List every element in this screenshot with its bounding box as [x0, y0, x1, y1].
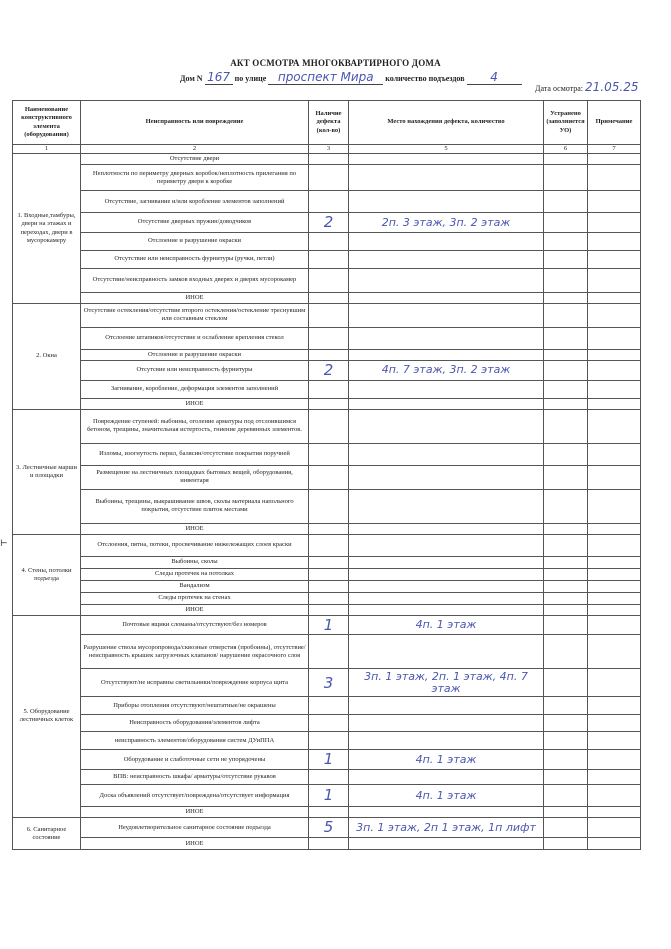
fixed-cell	[544, 635, 588, 669]
place-cell: 3п. 1 этаж, 2п. 1 этаж, 4п. 7 этаж	[349, 669, 544, 697]
defect-cell: неисправность элементов/оборудования систем ДУиППА	[81, 732, 309, 750]
place-cell	[349, 409, 544, 443]
fixed-cell	[544, 568, 588, 580]
note-cell	[588, 838, 641, 850]
table-header-row	[13, 101, 641, 145]
defect-cell: Размещение на лестничных площадках бытовых вещей, оборудования, инвентаря	[81, 465, 309, 489]
count-cell	[309, 807, 349, 818]
element-name-cell: 5. Оборудование лестничных клеток	[13, 615, 81, 818]
place-cell	[349, 534, 544, 556]
fixed-cell	[544, 250, 588, 268]
defect-cell: Отсутствие, загнивание и/или коробление элементов заполнений	[81, 191, 309, 213]
table-row	[13, 785, 641, 807]
document-title: АКТ ОСМОТРА МНОГОКВАРТИРНОГО ДОМА	[230, 58, 441, 68]
table-row	[13, 360, 641, 380]
table-row	[13, 807, 641, 818]
note-cell	[588, 303, 641, 327]
col-number: 7	[588, 145, 641, 154]
table-row	[13, 818, 641, 838]
count-cell	[309, 303, 349, 327]
defect-cell: ИНОЕ	[81, 807, 309, 818]
place-cell	[349, 165, 544, 191]
fixed-cell	[544, 556, 588, 568]
defect-cell: ИНОЕ	[81, 604, 309, 615]
place-cell: 2п. 3 этаж, 3п. 2 этаж	[349, 213, 544, 233]
street-label: по улице	[234, 74, 267, 83]
col-element: Наименование конструктивного элемента (оборудования)	[13, 101, 81, 145]
table-row	[13, 568, 641, 580]
fixed-cell	[544, 360, 588, 380]
table-row	[13, 250, 641, 268]
note-cell	[588, 154, 641, 165]
fixed-cell	[544, 349, 588, 360]
defect-cell: ВПВ: неисправность шкафа/ арматуры/отсутствие рукавов	[81, 770, 309, 785]
count-cell: 3	[309, 669, 349, 697]
fixed-cell	[544, 580, 588, 592]
count-cell	[309, 838, 349, 850]
defect-cell: Изломы, изогнутость перил, балясин/отсутствие покрытия поручней	[81, 443, 309, 465]
count-cell: 1	[309, 615, 349, 635]
fixed-cell	[544, 327, 588, 349]
count-cell	[309, 191, 349, 213]
table-row	[13, 750, 641, 770]
note-cell	[588, 191, 641, 213]
table-row	[13, 465, 641, 489]
count-cell	[309, 580, 349, 592]
note-cell	[588, 580, 641, 592]
count-cell: 1	[309, 750, 349, 770]
count-cell	[309, 465, 349, 489]
element-name-cell: 2. Окна	[13, 303, 81, 409]
element-name-cell: 6. Санитарное состояние	[13, 818, 81, 850]
place-cell	[349, 349, 544, 360]
table-row	[13, 635, 641, 669]
table-row	[13, 443, 641, 465]
note-cell	[588, 250, 641, 268]
place-cell	[349, 191, 544, 213]
fixed-cell	[544, 534, 588, 556]
element-name-cell: 1. Входные,тамбуры, двери на этажах и переходах, двери в мусорокамеру	[13, 154, 81, 304]
margin-mark: ⊢	[0, 538, 8, 548]
note-cell	[588, 556, 641, 568]
count-cell	[309, 534, 349, 556]
count-cell	[309, 398, 349, 409]
place-cell	[349, 838, 544, 850]
defect-cell: Отслоение и разрушение окраски	[81, 232, 309, 250]
place-cell	[349, 732, 544, 750]
place-cell: 3п. 1 этаж, 2п 1 этаж, 1п лифт	[349, 818, 544, 838]
inspection-date	[535, 80, 638, 94]
note-cell	[588, 380, 641, 398]
defect-cell: Выбоины, трещины, выкрашивание швов, сколы материала напольного покрытия, отсутствие плиток местами	[81, 489, 309, 523]
defect-cell: Отслоение штапиков/отсутствие и ослабление крепления стекол	[81, 327, 309, 349]
note-cell	[588, 669, 641, 697]
fixed-cell	[544, 807, 588, 818]
note-cell	[588, 604, 641, 615]
col-note: Примечание	[588, 101, 641, 145]
col-count: Наличие дефекта (кол-во)	[309, 101, 349, 145]
defect-cell: Приборы отопления отсутствуют/нештатные/не окрашены	[81, 697, 309, 715]
table-row	[13, 268, 641, 292]
defect-cell: Разрушение ствола мусоропровода/сквозные отверстия (пробоины), отсутствие/неисправность крышек загрузочных клапанов/ нарушение окрасочного слоя	[81, 635, 309, 669]
note-cell	[588, 750, 641, 770]
defect-cell: ИНОЕ	[81, 292, 309, 303]
house-number: 167	[205, 70, 233, 85]
fixed-cell	[544, 154, 588, 165]
count-cell	[309, 715, 349, 732]
defect-cell: Отсутствие/неисправность замков входных дверях и дверях мусорокамер	[81, 268, 309, 292]
table-row	[13, 489, 641, 523]
defect-cell: Отсутствие дверных пружин/доводчиков	[81, 213, 309, 233]
note-cell	[588, 232, 641, 250]
table-body	[13, 154, 641, 850]
fixed-cell	[544, 732, 588, 750]
count-cell	[309, 409, 349, 443]
note-cell	[588, 523, 641, 534]
defect-cell: Выбоины, сколы	[81, 556, 309, 568]
note-cell	[588, 327, 641, 349]
note-cell	[588, 534, 641, 556]
table-row	[13, 697, 641, 715]
table-row	[13, 770, 641, 785]
fixed-cell	[544, 443, 588, 465]
note-cell	[588, 568, 641, 580]
place-cell	[349, 465, 544, 489]
count-cell	[309, 443, 349, 465]
col-number: 3	[309, 145, 349, 154]
count-cell	[309, 604, 349, 615]
place-cell	[349, 232, 544, 250]
count-cell	[309, 250, 349, 268]
inspection-table	[12, 100, 641, 850]
note-cell	[588, 465, 641, 489]
table-row	[13, 409, 641, 443]
col-number: 6	[544, 145, 588, 154]
fixed-cell	[544, 838, 588, 850]
table-row	[13, 615, 641, 635]
place-cell	[349, 523, 544, 534]
col-place: Место нахождения дефекта, количество	[349, 101, 544, 145]
count-cell: 2	[309, 360, 349, 380]
entrances-label: количество подъездов	[385, 74, 465, 83]
fixed-cell	[544, 380, 588, 398]
fixed-cell	[544, 697, 588, 715]
place-cell	[349, 807, 544, 818]
note-cell	[588, 268, 641, 292]
fixed-cell	[544, 268, 588, 292]
count-cell	[309, 380, 349, 398]
count-cell	[309, 268, 349, 292]
place-cell: 4п. 7 этаж, 3п. 2 этаж	[349, 360, 544, 380]
defect-cell: Почтовые ящики сломаны/отсутствуют/без номеров	[81, 615, 309, 635]
note-cell	[588, 615, 641, 635]
count-cell	[309, 635, 349, 669]
place-cell	[349, 250, 544, 268]
place-cell	[349, 556, 544, 568]
note-cell	[588, 770, 641, 785]
table-row	[13, 534, 641, 556]
count-cell: 2	[309, 213, 349, 233]
defect-cell: Неплотности по периметру дверных коробок/неплотность прилегания по периметру двери к коробке	[81, 165, 309, 191]
note-cell	[588, 785, 641, 807]
fixed-cell	[544, 770, 588, 785]
place-cell	[349, 592, 544, 604]
element-name-cell: 4. Стены, потолки подъезда	[13, 534, 81, 615]
table-row	[13, 556, 641, 568]
note-cell	[588, 818, 641, 838]
table-row	[13, 213, 641, 233]
defect-cell: Отсутствуют/не исправны светильники/повреждение корпуса щита	[81, 669, 309, 697]
col-number: 2	[81, 145, 309, 154]
note-cell	[588, 213, 641, 233]
count-cell	[309, 489, 349, 523]
fixed-cell	[544, 465, 588, 489]
col-number: 1	[13, 145, 81, 154]
note-cell	[588, 409, 641, 443]
house-label: Дом N	[180, 74, 203, 83]
count-cell	[309, 165, 349, 191]
place-cell	[349, 635, 544, 669]
note-cell	[588, 635, 641, 669]
col-fixed: Устранено (заполняется УО)	[544, 101, 588, 145]
table-row	[13, 191, 641, 213]
fixed-cell	[544, 398, 588, 409]
count-cell	[309, 697, 349, 715]
defect-cell: Следы протечек на потолках	[81, 568, 309, 580]
fixed-cell	[544, 303, 588, 327]
defect-cell: Отсутствие двери	[81, 154, 309, 165]
fixed-cell	[544, 615, 588, 635]
fixed-cell	[544, 715, 588, 732]
fixed-cell	[544, 750, 588, 770]
count-cell	[309, 732, 349, 750]
count-cell	[309, 349, 349, 360]
fixed-cell	[544, 489, 588, 523]
defect-cell: ИНОЕ	[81, 523, 309, 534]
note-cell	[588, 489, 641, 523]
table-row	[13, 838, 641, 850]
entrances-value: 4	[467, 70, 522, 85]
defect-cell: Доска объявлений отсутствует/повреждена/отсутствует информация	[81, 785, 309, 807]
count-cell	[309, 523, 349, 534]
table-row	[13, 232, 641, 250]
note-cell	[588, 807, 641, 818]
place-cell	[349, 580, 544, 592]
note-cell	[588, 398, 641, 409]
note-cell	[588, 360, 641, 380]
table-row	[13, 380, 641, 398]
place-cell	[349, 770, 544, 785]
count-cell	[309, 592, 349, 604]
house-line	[180, 70, 522, 85]
place-cell	[349, 292, 544, 303]
date-value: 21.05.25	[585, 80, 639, 94]
count-cell: 1	[309, 785, 349, 807]
place-cell	[349, 380, 544, 398]
defect-cell: Загнивание, коробление, деформация элементов заполнений	[81, 380, 309, 398]
defect-cell: ИНОЕ	[81, 398, 309, 409]
count-cell	[309, 154, 349, 165]
fixed-cell	[544, 669, 588, 697]
defect-cell: Отслоения, пятна, потеки, просвечивание нижележащих слоев краски	[81, 534, 309, 556]
place-cell	[349, 398, 544, 409]
place-cell: 4п. 1 этаж	[349, 750, 544, 770]
table-row	[13, 165, 641, 191]
place-cell: 4п. 1 этаж	[349, 615, 544, 635]
note-cell	[588, 715, 641, 732]
fixed-cell	[544, 213, 588, 233]
table-row	[13, 523, 641, 534]
col-number: 5	[349, 145, 544, 154]
note-cell	[588, 697, 641, 715]
defect-cell: Отслоение и разрушение окраски	[81, 349, 309, 360]
table-row	[13, 292, 641, 303]
fixed-cell	[544, 523, 588, 534]
fixed-cell	[544, 232, 588, 250]
place-cell	[349, 604, 544, 615]
table-row	[13, 669, 641, 697]
element-name-cell: 3. Лестничные марши и площадки	[13, 409, 81, 534]
defect-cell: Отсутствие остекления/отсутствие второго остекления/остекление треснувшим или составным стеклом	[81, 303, 309, 327]
place-cell	[349, 154, 544, 165]
table-row	[13, 349, 641, 360]
place-cell	[349, 697, 544, 715]
place-cell	[349, 303, 544, 327]
fixed-cell	[544, 409, 588, 443]
fixed-cell	[544, 604, 588, 615]
note-cell	[588, 165, 641, 191]
place-cell	[349, 268, 544, 292]
defect-cell: ИНОЕ	[81, 838, 309, 850]
table-row	[13, 398, 641, 409]
count-cell	[309, 292, 349, 303]
place-cell	[349, 489, 544, 523]
defect-cell: Повреждение ступеней: выбоины, оголение арматуры под отслоившимся бетоном, трещины, значительная истертость, гниение деревянных элементов.	[81, 409, 309, 443]
table-row	[13, 580, 641, 592]
place-cell	[349, 327, 544, 349]
fixed-cell	[544, 292, 588, 303]
defect-cell: Следы протечек на стенах	[81, 592, 309, 604]
place-cell	[349, 715, 544, 732]
count-cell: 5	[309, 818, 349, 838]
table-row	[13, 604, 641, 615]
note-cell	[588, 292, 641, 303]
defect-cell: Оборудование и слаботочные сети не упорядочены	[81, 750, 309, 770]
place-cell	[349, 443, 544, 465]
count-cell	[309, 770, 349, 785]
count-cell	[309, 327, 349, 349]
place-cell	[349, 568, 544, 580]
note-cell	[588, 443, 641, 465]
fixed-cell	[544, 785, 588, 807]
place-cell: 4п. 1 этаж	[349, 785, 544, 807]
count-cell	[309, 232, 349, 250]
col-defect: Неисправность или повреждение	[81, 101, 309, 145]
table-row	[13, 732, 641, 750]
street-value: проспект Мира	[268, 70, 383, 85]
table-row	[13, 327, 641, 349]
defect-cell: Отсутсвие или неисправность фурнитуры	[81, 360, 309, 380]
column-number-row	[13, 145, 641, 154]
fixed-cell	[544, 818, 588, 838]
fixed-cell	[544, 165, 588, 191]
date-label: Дата осмотра:	[535, 84, 584, 93]
table-row	[13, 303, 641, 327]
note-cell	[588, 732, 641, 750]
defect-cell: Отсутствие или неисправность фурнитуры (ручки, петли)	[81, 250, 309, 268]
defect-cell: Неисправность оборудования/элементов лифта	[81, 715, 309, 732]
table-row	[13, 715, 641, 732]
fixed-cell	[544, 592, 588, 604]
defect-cell: Вандализм	[81, 580, 309, 592]
count-cell	[309, 568, 349, 580]
table-row	[13, 592, 641, 604]
note-cell	[588, 592, 641, 604]
defect-cell: Неудовлетворительное санитарное состояние подъезда	[81, 818, 309, 838]
count-cell	[309, 556, 349, 568]
note-cell	[588, 349, 641, 360]
table-row	[13, 154, 641, 165]
fixed-cell	[544, 191, 588, 213]
